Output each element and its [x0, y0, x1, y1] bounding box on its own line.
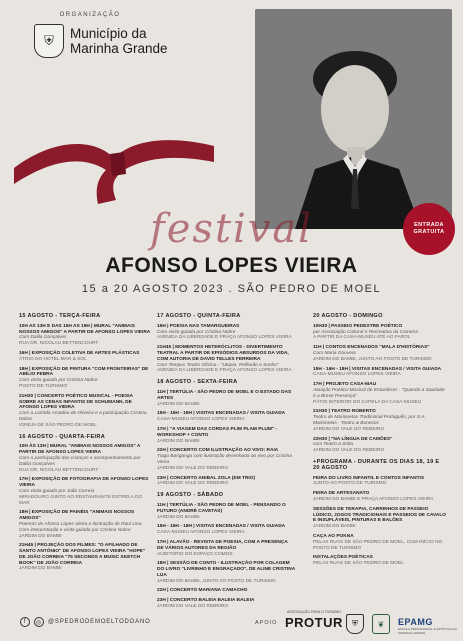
program-event	[313, 324, 448, 341]
epamg-small-text: ESCOLA PROFISSIONAL E ARTÍSTICA DA MARINHA GRANDE	[398, 627, 457, 635]
program-event	[313, 476, 448, 488]
program-event	[19, 510, 151, 539]
event-place: CASA-MUSEU AFONSO LOPES VIEIRA	[313, 372, 401, 378]
event-title: 10H AS 13H E DAS 15H AS 19H | MURAL "ANIMAIS NOSSOS AMIGOS" A PARTIR DE AFONSO LOPES VIEIRA	[19, 323, 151, 335]
event-title: 22H | CONCERTO COM ILUSTRAÇÃO AO VIVO: RAIA	[157, 448, 279, 454]
protur-name: PROTUR	[285, 615, 343, 630]
event-title: 16H | POESIA NAS TAMARGUEIRAS	[157, 323, 240, 329]
event-title: 18H | EXPOSIÇÃO DE PAINÉIS "ANIMAIS NOSSOS AMIGOS"	[19, 510, 135, 522]
program-event	[157, 540, 295, 557]
crest-icon: ⛨	[34, 24, 64, 58]
municipality-name-line1: Município da	[70, 26, 147, 41]
event-title: 15H - 16H - 18H | VISITAS ENCENADAS / VISITA GUIADA	[157, 524, 286, 530]
badge-line2: GRATUITA	[413, 229, 445, 235]
event-place: AVENIDA DA LIBERDADE E PRAÇA AFONSO LOPES VIEIRA	[157, 335, 292, 341]
organization-label: ORGANIZAÇÃO	[59, 12, 121, 18]
day-block	[19, 314, 151, 429]
support-label: APOIO	[255, 620, 278, 626]
event-title: 21H45 | MOMENTOS HETERÓCLITOS - DIVERTIMENTO TEATRAL A PARTIR DE EPISÓDIOS ABSURDOS DA VIDA, COM AUTORIA DE DAVID TELLES FERREIRA	[157, 345, 289, 362]
event-title: 17H | EXPOSIÇÃO DE FOTOGRAFIA DE AFONSO LOPES VIEIRA	[19, 477, 149, 489]
instagram-icon[interactable]: ◎	[34, 617, 44, 627]
day-heading: 18 AGOSTO - SEXTA-FEIRA	[157, 379, 238, 386]
day-block	[19, 435, 151, 573]
event-subtitle: por Associação Cultural e Recreativa da Comeira	[313, 329, 418, 335]
day-heading: 20 AGOSTO - DOMINGO	[313, 313, 383, 319]
event-place: RUA DR. NICOLAU BETTENCOURT	[19, 467, 99, 473]
event-place: JARDIM DO BAMBI	[157, 514, 200, 520]
program-column-3	[313, 314, 448, 573]
event-place: POSTO DE TURISMO	[19, 383, 68, 389]
program-event	[157, 524, 295, 536]
event-title: 21H30 | TEATRO ROBERTO	[313, 409, 376, 415]
parish-crest-icon: ⛨	[346, 614, 364, 634]
badge-line1: ENTRADA	[414, 222, 444, 228]
protur-logo	[285, 610, 343, 632]
event-title: 22H30 | "NA LÍNGUA DE CAMÕES"	[313, 436, 393, 442]
program-event	[157, 345, 295, 374]
program-event	[313, 382, 448, 405]
event-place: JARDIM DO BAMBI, JUNTO AO POSTO DE TURISMO	[157, 578, 276, 584]
event-title: 15H - 16H - 18H | VISITAS ENCENADAS / VISITA GUIADA	[313, 366, 442, 372]
event-title: 10H30 | PASSEIO PEDESTRE POÉTICO	[313, 323, 403, 329]
day-heading: 15 AGOSTO - TERÇA-FEIRA	[19, 313, 101, 319]
protur-small-text: ASSOCIAÇÃO PARA O TURISMO	[286, 610, 341, 614]
day-heading: 16 AGOSTO - QUARTA-FEIRA	[19, 433, 106, 440]
event-place: IGREJA DE SÃO PEDRO DE MOEL	[19, 422, 97, 428]
event-title: 18H | EXPOSIÇÃO DE PINTURA "COM FRONTEIRAS" DE ABÍLIO FEBRA	[19, 366, 149, 378]
social-handle-text: @SPEDRODEMOELTODOANO	[48, 619, 151, 625]
event-title: SESSÕES DE TERAPIA, CARRINHOS DE PASSEIO LÚDICO, JOGOS TRADICIONAIS E PASSEIOS DE CAVALO E INSUFLÁVEIS, PINTURAS E BALÕES	[313, 506, 446, 524]
program-event	[313, 534, 448, 551]
program-event	[313, 491, 448, 503]
event-subtitle: Com visita guiada por Cristina Nobre	[19, 378, 98, 384]
social-handle[interactable]	[20, 617, 151, 627]
event-title: 17H | PROJETO CASA-MAU	[313, 382, 377, 388]
program-event	[19, 351, 151, 363]
event-title: 11H | TERTÚLIA - SÃO PEDRO DE MOEL E O ESTADO DAS ARTES	[157, 389, 292, 401]
event-title: 21H30 | CONCERTO POÉTICO MUSICAL - POESIA SOBRE AS CENAS INFANTIS DE SCHUMANN, DE AFONSO LOPES VIEIRA	[19, 393, 133, 411]
event-place: JARDIM DO VALE DO REBEIRO	[157, 604, 229, 610]
program-event	[157, 448, 295, 471]
event-place: JUNTO AO POSTO DE TURISMO	[313, 481, 387, 487]
program-event	[313, 345, 448, 362]
event-place: JARDIM DO BAMBI	[313, 524, 356, 530]
event-subtitle: Tiago Bariganga com ilustração desenhada ao vivo por Cristina Vieira	[157, 454, 292, 465]
event-title: 22H | CONCERTO MARIANA CAMACHO	[157, 588, 248, 594]
program-event	[19, 367, 151, 390]
event-place: JARDIM DO BAMBI	[19, 533, 62, 539]
event-place: AVENIDA DA LIBERDADE E PRAÇA AFONSO LOPES VIEIRA	[157, 368, 292, 374]
event-title: INSTALAÇÕES POÉTICAS	[313, 555, 373, 561]
program-event	[157, 324, 295, 341]
event-title: 23H | CONCERTO BALEIA BALEIA BALEIA	[157, 598, 255, 604]
event-title: 23H | CONCERTO ANIBAL ZOLA (EM TRIO)	[157, 475, 256, 481]
day-heading: +PROGRAMA - DURANTE OS DIAS 18, 19 E 20 AGOSTO	[313, 458, 440, 471]
event-title: 17H | "A VIAGEM DAS CORDAS PLIM PLAM PLUM" - WORKSHOP + CONTO	[157, 426, 278, 438]
program-event	[313, 409, 448, 432]
program-event	[157, 598, 295, 610]
event-title: 17H | ALAVÃO - REVISTA DE POESIA, COM A PRESENÇA DE VÁRIOS AUTORES DA REGIÃO	[157, 539, 288, 551]
festival-title: AFONSO LOPES VIEIRA	[105, 254, 358, 277]
program-event	[19, 394, 151, 429]
program-event	[19, 444, 151, 473]
event-place: ÁTRIO DO HOTEL MAR & SOL	[19, 356, 87, 362]
event-place: JARDIM DO VALE DO REBEIRO	[157, 481, 229, 487]
event-title: CAÇA AO POKNA	[313, 533, 354, 539]
program-event	[313, 437, 448, 454]
program-event	[313, 555, 448, 567]
program-event	[157, 411, 295, 423]
event-subtitle: Com visita guiada por Cristina Nobre	[157, 329, 236, 335]
festival-dates: 15 a 20 AGOSTO 2023 . SÃO PEDRO DE MOEL	[81, 283, 382, 295]
event-place: PELAS RUAS DE SÃO PEDRO DE MOEL, COM INÍCIO NO POSTO DE TURISMO	[313, 539, 443, 551]
event-subtitle: Com Dalila Gonçalves	[19, 335, 67, 341]
event-place: A PARTIR DA CASA-MUSEU ATÉ AO FAROL	[313, 335, 411, 341]
program-event	[19, 477, 151, 506]
event-subtitle: Poemas de Afonso Lopes Vieira e ilustração de Raul Lino. Com interpretação e visita guiada por Cristina Nobre	[19, 521, 143, 533]
event-title: 11H | TERTÚLIA - SÃO PEDRO DE MOEL - PENSANDO O FUTURO (ANDRÉ CAVETAS)	[157, 502, 286, 514]
event-place: JARDIM DO BAMBI	[157, 401, 200, 407]
partner-crest-icon: ❦	[372, 614, 390, 634]
event-title: 11H | CONTOS ENCENADOS "MALA D'HISTÓRIAS"	[313, 345, 430, 351]
event-title: 15H - 16H - 18H | VISITAS ENCENADAS / VISITA GUIADA	[157, 411, 286, 417]
day-heading: 19 AGOSTO - SÁBADO	[157, 492, 224, 499]
event-place: JARDIM DO BAMBI, JUNTO AO POSTO DE TURISMO	[313, 356, 432, 362]
municipality-logo	[34, 24, 168, 58]
event-subtitle: Teatro de Marionetas Tradicional Português, por S.A. Marionetas - Teatro & Bonecos	[313, 415, 426, 426]
program-event	[157, 588, 295, 594]
event-subtitle: Atuação Poético-Musical de Entardecer - "Quando a Saudade é a Breve Presença"	[313, 387, 445, 399]
epamg-logo	[398, 617, 463, 635]
epamg-name: EPAMG	[398, 617, 433, 627]
event-place: PÁTIO INTERIOR DO CAPELA DA CASA-MUSEU	[313, 399, 422, 405]
day-block	[157, 314, 295, 374]
program-column-2	[157, 314, 295, 616]
event-subtitle: Com visita guiada por João Correia	[19, 488, 95, 494]
event-place: AUDITÓRIO DO ESPAÇO COMOS	[157, 551, 233, 557]
program-event	[157, 503, 295, 520]
event-place: JARDIM DO BAMBI	[19, 566, 62, 572]
program-event	[157, 390, 295, 407]
event-place: MIRADOURO JUNTO AO RESTAURANTE ESTRELA DO MAR	[19, 494, 143, 506]
event-place: JARDIM DO VALE DO REBEIRO	[313, 448, 385, 454]
event-title: 16H | EXPOSIÇÃO COLETIVA DE ARTES PLÁSTICAS	[19, 350, 140, 356]
program-event	[157, 427, 295, 444]
event-subtitle: com Teatro a Solta	[313, 442, 354, 448]
event-title: 10H ÀS 13H | MURAL "ANIMAIS NOSSOS AMIGOS" A PARTIR DE AFONSO LOPES VIEIRA	[19, 444, 141, 456]
event-title: FEIRA DE ARTESANATO	[313, 491, 370, 497]
day-block	[313, 460, 448, 567]
municipality-name-line2: Marinha Grande	[70, 41, 168, 56]
festival-script-word: festival	[149, 206, 314, 252]
facebook-icon[interactable]: f	[20, 617, 30, 627]
event-title: 21H45 | PROJEÇÃO DOS FILMES: "O AFILHADO DE SANTO ANTÓNIO" DE AFONSO LOPES VIEIRA "HOPE" DE JOÃO CORREIA "75 SECONDS A MUSIC SKETCH BOOK" DE JOÃO CORREIA	[19, 543, 146, 566]
program-event	[19, 324, 151, 347]
event-subtitle: Com a Lorinda Amadeu de Oliveira e a participação Cristina Nobre	[19, 411, 147, 422]
event-place: PELAS RUAS DE SÃO PEDRO DE MOEL	[313, 561, 404, 567]
event-place: JARDIM DO VALE DO REBEIRO	[313, 426, 385, 432]
event-place: RUA DR. NICOLAU BETTENCOURT	[19, 341, 99, 347]
program-event	[313, 367, 448, 379]
portrait-photo	[255, 9, 452, 229]
event-subtitle: Com a participação das crianças e acompanhamento por Dalila Gonçalves	[19, 455, 141, 467]
program-event	[157, 476, 295, 488]
event-subtitle: Com Tempus Teatro Oficina - "Utopia, Reflexão e Sonho"	[157, 362, 279, 368]
event-title: 18H | SESSÃO DE CONTO - ILUSTRAÇÃO POR COLAGEM DO LIVRO "LIVRINHO E ENGRAÇADO", DE ALINE CRISTINA LUA	[157, 561, 295, 578]
event-subtitle: Com Maria Gouveia	[313, 350, 356, 356]
event-place: CASA-MUSEU AFONSO LOPES VIEIRA	[157, 530, 245, 536]
event-place: CASA-MUSEU AFONSO LOPES VIEIRA	[157, 417, 245, 423]
day-block	[313, 314, 448, 454]
event-place: JARDIM DO BAMBI E PRAÇA AFONSO LOPES VIEIRA	[313, 496, 434, 502]
program-column-1	[19, 314, 151, 578]
program-event	[19, 543, 151, 572]
red-ribbon-icon	[14, 128, 214, 208]
day-block	[157, 493, 295, 610]
event-place: JARDIM DO VALE DO REBEIRO	[157, 465, 229, 471]
event-place: JARDIM DO BAMBI	[157, 438, 200, 444]
event-title: FEIRA DO LIVRO INFANTIL E CONTOS INFANTIS	[313, 475, 425, 481]
day-block	[157, 380, 295, 487]
day-heading: 17 AGOSTO - QUINTA-FEIRA	[157, 313, 241, 319]
program-event	[157, 561, 295, 584]
program-event	[313, 507, 448, 530]
